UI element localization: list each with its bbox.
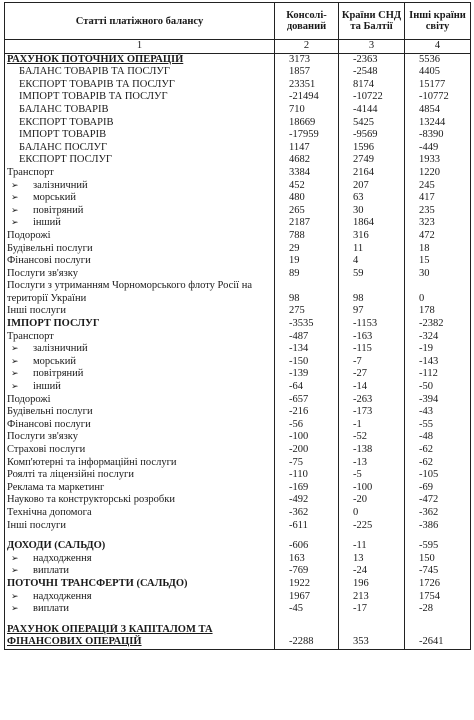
row-label-text: виплати [33,565,70,577]
value-other-countries: 472 [405,230,471,243]
header-row [5,3,471,40]
value-consolidated: -3535 [275,318,339,331]
row-label [5,280,275,305]
row-label [5,394,275,407]
row-label-text: Інші послуги [7,305,66,317]
table-row [5,104,471,117]
table-row [5,154,471,167]
row-label [5,520,275,533]
row-label-text: БАЛАНС ПОСЛУГ [19,141,108,153]
value-cis-baltic: 213 [339,591,405,604]
row-label [5,154,275,167]
table-row [5,356,471,369]
value-other-countries [405,532,471,540]
row-label-text: морський [33,192,76,204]
value-other-countries: 417 [405,192,471,205]
value-other-countries: -48 [405,431,471,444]
value-cis-baltic: 11 [339,243,405,256]
value-consolidated: 2187 [275,217,339,230]
value-cis-baltic: -138 [339,444,405,457]
arrow-bullet-icon: ➢ [11,369,19,380]
row-label-text: ІМПОРТ ТОВАРІВ ТА ПОСЛУГ [19,91,168,103]
table-row [5,565,471,578]
value-other-countries: -143 [405,356,471,369]
table-row [5,394,471,407]
arrow-bullet-icon: ➢ [11,356,19,367]
value-consolidated: -100 [275,431,339,444]
row-label-text: надходження [33,590,92,602]
row-label [5,565,275,578]
value-other-countries: -2641 [405,624,471,650]
table-row [5,268,471,281]
row-label-text: інший [33,381,61,393]
value-other-countries: -28 [405,603,471,616]
row-label [5,469,275,482]
header-cis-baltic: Країни СНД та Балтії [339,3,405,40]
row-label-text: Подорожі [7,393,51,405]
row-label-text: Послуги зв'язку [7,431,78,443]
row-label-text: Технічна допомога [7,506,92,518]
table-row [5,192,471,205]
row-label-text: ІМПОРТ ТОВАРІВ [19,129,107,141]
row-label-text: ІМПОРТ ПОСЛУГ [7,318,100,330]
value-cis-baltic: -2363 [339,53,405,66]
row-label [5,217,275,230]
balance-table [4,2,471,650]
arrow-bullet-icon: ➢ [11,591,19,602]
value-other-countries: 30 [405,268,471,281]
value-consolidated: 4682 [275,154,339,167]
table-row [5,591,471,604]
value-cis-baltic: 2749 [339,154,405,167]
value-cis-baltic: -100 [339,482,405,495]
value-other-countries: 245 [405,180,471,193]
value-other-countries: 5536 [405,53,471,66]
value-consolidated: 163 [275,553,339,566]
table-row [5,494,471,507]
value-cis-baltic: 316 [339,230,405,243]
value-cis-baltic: 59 [339,268,405,281]
value-consolidated: -134 [275,343,339,356]
value-cis-baltic: -1 [339,419,405,432]
value-other-countries: -69 [405,482,471,495]
value-other-countries: -595 [405,540,471,553]
row-label [5,507,275,520]
row-label [5,305,275,318]
row-label-text: Послуги з утриманням Чорноморського флоту Росії на території України [7,280,253,304]
value-consolidated: -45 [275,603,339,616]
value-consolidated: 3173 [275,53,339,66]
value-consolidated: -362 [275,507,339,520]
row-label-text: Будівельні послуги [7,242,93,254]
value-other-countries: -19 [405,343,471,356]
row-label [5,532,275,540]
value-cis-baltic: 98 [339,280,405,305]
value-other-countries: 178 [405,305,471,318]
value-consolidated: 18669 [275,117,339,130]
row-label [5,129,275,142]
value-other-countries: 0 [405,280,471,305]
value-cis-baltic: -24 [339,565,405,578]
value-cis-baltic: 1596 [339,142,405,155]
row-label-text: ДОХОДИ (САЛЬДО) [7,540,106,552]
value-consolidated: -17959 [275,129,339,142]
row-label [5,66,275,79]
row-label [5,192,275,205]
table-row [5,469,471,482]
row-label-text: ЕКСПОРТ ТОВАРІВ [19,116,114,128]
row-label-text: залізничний [33,343,88,355]
table-row [5,381,471,394]
value-cis-baltic: 207 [339,180,405,193]
value-consolidated [275,616,339,624]
value-consolidated: 452 [275,180,339,193]
row-label [5,343,275,356]
table-row [5,129,471,142]
value-cis-baltic: -20 [339,494,405,507]
value-other-countries: 235 [405,205,471,218]
row-label [5,79,275,92]
colnum-3: 3 [339,40,405,54]
value-consolidated: -21494 [275,91,339,104]
value-cis-baltic: -14 [339,381,405,394]
value-other-countries: 13244 [405,117,471,130]
row-label [5,255,275,268]
value-cis-baltic: -9569 [339,129,405,142]
header-consolidated: Консолі-дований [275,3,339,40]
row-label [5,494,275,507]
value-other-countries: -10772 [405,91,471,104]
value-consolidated: 1967 [275,591,339,604]
value-other-countries: 1754 [405,591,471,604]
arrow-bullet-icon: ➢ [11,553,19,564]
row-label [5,419,275,432]
row-label-text: Комп'ютерні та інформаційні послуги [7,456,177,468]
value-cis-baltic: 63 [339,192,405,205]
table-row [5,79,471,92]
value-consolidated: -769 [275,565,339,578]
table-row [5,520,471,533]
table-row [5,553,471,566]
row-label [5,104,275,117]
table-row [5,482,471,495]
row-label [5,540,275,553]
row-label [5,53,275,66]
row-label-text: морський [33,355,76,367]
value-cis-baltic: 353 [339,624,405,650]
value-other-countries: 1220 [405,167,471,180]
row-label [5,356,275,369]
value-other-countries: 15177 [405,79,471,92]
value-consolidated: 1147 [275,142,339,155]
value-consolidated: -487 [275,331,339,344]
value-cis-baltic: -225 [339,520,405,533]
row-label [5,603,275,616]
row-label [5,117,275,130]
row-label [5,482,275,495]
value-other-countries: 18 [405,243,471,256]
value-consolidated: -64 [275,381,339,394]
table-row [5,616,471,624]
table-row [5,532,471,540]
value-consolidated: 788 [275,230,339,243]
value-other-countries: -8390 [405,129,471,142]
value-consolidated: 98 [275,280,339,305]
value-consolidated: -216 [275,406,339,419]
value-other-countries: -62 [405,444,471,457]
value-cis-baltic: 5425 [339,117,405,130]
value-consolidated: -657 [275,394,339,407]
table-row [5,318,471,331]
value-cis-baltic: -7 [339,356,405,369]
value-other-countries: -449 [405,142,471,155]
value-consolidated: 1857 [275,66,339,79]
table-row [5,180,471,193]
table-row [5,117,471,130]
value-cis-baltic: -1153 [339,318,405,331]
value-cis-baltic: -263 [339,394,405,407]
table-row [5,578,471,591]
row-label [5,431,275,444]
table-row [5,444,471,457]
row-label [5,553,275,566]
arrow-bullet-icon: ➢ [11,382,19,393]
arrow-bullet-icon: ➢ [11,205,19,216]
value-other-countries: 4854 [405,104,471,117]
value-consolidated: -75 [275,457,339,470]
row-label [5,230,275,243]
row-label-text: РАХУНОК ОПЕРАЦІЙ З КАПІТАЛОМ ТА ФІНАНСОВИХ ОПЕРАЦІЙ [7,623,213,648]
colnum-4: 4 [405,40,471,54]
value-other-countries: -745 [405,565,471,578]
row-label-text: БАЛАНС ТОВАРІВ [19,103,109,115]
row-label [5,591,275,604]
row-label-text: надходження [33,552,92,564]
value-other-countries: -394 [405,394,471,407]
value-consolidated: 265 [275,205,339,218]
row-label-text: повітряний [33,204,84,216]
value-other-countries: 1933 [405,154,471,167]
value-other-countries: -324 [405,331,471,344]
table-row [5,142,471,155]
row-label [5,444,275,457]
row-label-text: Страхові послуги [7,444,86,455]
row-label-text: повітряний [33,368,84,380]
value-cis-baltic [339,532,405,540]
value-consolidated: -110 [275,469,339,482]
value-consolidated: 710 [275,104,339,117]
value-other-countries [405,616,471,624]
column-numbers-row [5,40,471,54]
value-other-countries: -386 [405,520,471,533]
table-row [5,331,471,344]
value-cis-baltic: 4 [339,255,405,268]
value-other-countries: -112 [405,368,471,381]
value-consolidated: -492 [275,494,339,507]
value-consolidated: 275 [275,305,339,318]
value-cis-baltic: -4144 [339,104,405,117]
value-consolidated: 3384 [275,167,339,180]
row-label-text: ЕКСПОРТ ТОВАРІВ ТА ПОСЛУГ [19,78,175,90]
table-row [5,431,471,444]
value-cis-baltic: 196 [339,578,405,591]
value-other-countries: 1726 [405,578,471,591]
row-label-text: БАЛАНС ТОВАРІВ ТА ПОСЛУГ [19,66,170,78]
row-label [5,167,275,180]
row-label [5,368,275,381]
table-row [5,91,471,104]
value-other-countries: 150 [405,553,471,566]
table-row [5,255,471,268]
table-row [5,368,471,381]
value-consolidated: -611 [275,520,339,533]
row-label [5,406,275,419]
row-label [5,243,275,256]
row-label [5,268,275,281]
value-consolidated: -2288 [275,624,339,650]
row-label [5,624,275,650]
value-cis-baltic: -2548 [339,66,405,79]
value-other-countries: 15 [405,255,471,268]
value-consolidated: -169 [275,482,339,495]
table-row [5,343,471,356]
arrow-bullet-icon: ➢ [11,344,19,355]
row-label-text: Фінансові послуги [7,418,91,430]
row-label-text: Подорожі [7,229,51,241]
value-cis-baltic: 0 [339,507,405,520]
header-articles: Статті платіжного балансу [5,3,275,40]
row-label [5,381,275,394]
table-row [5,305,471,318]
table-body [5,40,471,650]
value-other-countries: 323 [405,217,471,230]
value-consolidated: 23351 [275,79,339,92]
row-label-text: Роялті та ліцензійні послуги [7,469,134,481]
value-cis-baltic: -5 [339,469,405,482]
row-label-text: ЕКСПОРТ ПОСЛУГ [19,154,112,166]
value-cis-baltic: -52 [339,431,405,444]
value-consolidated: 19 [275,255,339,268]
row-label-text: РАХУНОК ПОТОЧНИХ ОПЕРАЦІЙ [7,53,184,65]
arrow-bullet-icon: ➢ [11,193,19,204]
row-label-text: Фінансові послуги [7,255,91,267]
value-cis-baltic: 30 [339,205,405,218]
value-other-countries: -55 [405,419,471,432]
table-row [5,406,471,419]
value-consolidated: -139 [275,368,339,381]
value-consolidated: 1922 [275,578,339,591]
value-cis-baltic: -13 [339,457,405,470]
value-cis-baltic: 8174 [339,79,405,92]
value-cis-baltic: 2164 [339,167,405,180]
row-label-text: Послуги зв'язку [7,267,78,279]
value-consolidated: 29 [275,243,339,256]
table-row [5,603,471,616]
arrow-bullet-icon: ➢ [11,604,19,615]
table-row [5,457,471,470]
table-row [5,217,471,230]
row-label-text: виплати [33,603,70,615]
value-consolidated: 480 [275,192,339,205]
value-other-countries: -362 [405,507,471,520]
row-label [5,142,275,155]
value-consolidated: -150 [275,356,339,369]
value-other-countries: 4405 [405,66,471,79]
row-label-text: інший [33,217,61,229]
row-label-text: Інші послуги [7,519,66,531]
colnum-2: 2 [275,40,339,54]
row-label [5,205,275,218]
value-cis-baltic: 1864 [339,217,405,230]
row-label-text: Транспорт [7,166,54,178]
row-label-text: залізничний [33,179,88,191]
value-cis-baltic: -173 [339,406,405,419]
table-row [5,540,471,553]
arrow-bullet-icon: ➢ [11,218,19,229]
table-row [5,624,471,650]
table-row [5,230,471,243]
value-cis-baltic: -17 [339,603,405,616]
row-label-text: ПОТОЧНІ ТРАНСФЕРТИ (САЛЬДО) [7,577,188,589]
colnum-1: 1 [5,40,275,54]
row-label [5,331,275,344]
value-consolidated: -606 [275,540,339,553]
arrow-bullet-icon: ➢ [11,566,19,577]
value-other-countries: -62 [405,457,471,470]
table-row [5,53,471,66]
row-label [5,318,275,331]
table-row [5,419,471,432]
header-other-countries: Інші країни світу [405,3,471,40]
value-cis-baltic [339,616,405,624]
value-cis-baltic: -115 [339,343,405,356]
table-row [5,205,471,218]
value-consolidated: -200 [275,444,339,457]
value-cis-baltic: -163 [339,331,405,344]
value-consolidated: 89 [275,268,339,281]
value-cis-baltic: -10722 [339,91,405,104]
row-label [5,616,275,624]
table-row [5,66,471,79]
value-other-countries: -105 [405,469,471,482]
row-label-text: Науково та конструкторські розробки [7,494,175,506]
value-consolidated [275,532,339,540]
value-cis-baltic: -27 [339,368,405,381]
value-other-countries: -472 [405,494,471,507]
row-label-text: Транспорт [7,330,54,342]
value-other-countries: -2382 [405,318,471,331]
row-label [5,578,275,591]
row-label [5,180,275,193]
value-consolidated: -56 [275,419,339,432]
value-other-countries: -43 [405,406,471,419]
value-cis-baltic: 13 [339,553,405,566]
balance-of-payments-document [4,2,470,650]
row-label-text: Будівельні послуги [7,406,93,418]
value-cis-baltic: -11 [339,540,405,553]
table-row [5,167,471,180]
table-row [5,280,471,305]
row-label-text: Реклама та маркетинг [7,481,105,493]
arrow-bullet-icon: ➢ [11,180,19,191]
table-row [5,507,471,520]
value-other-countries: -50 [405,381,471,394]
value-cis-baltic: 97 [339,305,405,318]
row-label [5,457,275,470]
row-label [5,91,275,104]
table-row [5,243,471,256]
